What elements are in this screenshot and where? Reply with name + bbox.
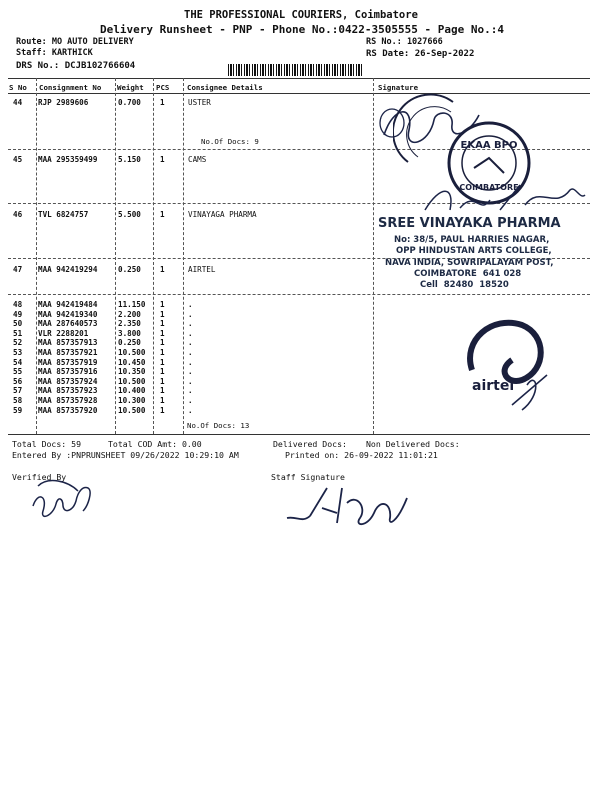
airtel-logo-text: airtel (472, 378, 515, 394)
staff-label: Staff: KARTHICK (16, 48, 93, 58)
pharma-line2: OPP HINDUSTAN ARTS COLLEGE, (396, 246, 552, 256)
docs-count: No.Of Docs: 13 (187, 421, 250, 430)
row-weight: 10.500 (118, 405, 146, 415)
drs-label: DRS No.: DCJB102766604 (16, 61, 136, 71)
row-weight: 2.200 (118, 309, 141, 319)
pharma-name: SREE VINAYAKA PHARMA (378, 216, 561, 231)
row-sno: 52 (13, 338, 23, 348)
col-header-signature: Signature (378, 83, 419, 92)
row-consignment: TVL 6824757 (38, 210, 89, 219)
staff-signature-label: Staff Signature (271, 472, 345, 482)
staff-signature (282, 478, 422, 538)
ekaa-seal-top-text: EKAA BPO (460, 140, 518, 151)
row-consignee: . (188, 300, 193, 309)
row-consignment: MAA 857357920 (38, 405, 98, 415)
row-weight: 10.300 (118, 396, 146, 405)
row-sno: 51 (13, 328, 23, 338)
row-consignment: MAA 287640573 (38, 319, 98, 329)
row-sno: 53 (13, 348, 23, 357)
row-sno: 54 (13, 357, 23, 367)
row-weight: 0.250 (118, 338, 141, 348)
partial-round-seal (393, 92, 483, 172)
row-consignee: AIRTEL (188, 265, 216, 274)
row-sno: 47 (13, 265, 23, 274)
row-pcs: 1 (160, 357, 165, 367)
col-header-weight: Weight (117, 83, 144, 92)
row-sno: 49 (13, 309, 23, 319)
row-consignment: MAA 857357928 (38, 396, 98, 405)
row-pcs: 1 (160, 155, 165, 164)
row-consignee: . (188, 376, 193, 386)
row-weight: 2.350 (118, 319, 141, 329)
row-pcs: 1 (160, 210, 165, 219)
row-consignment: MAA 857357923 (38, 386, 98, 396)
barcode (228, 64, 362, 76)
verified-signature (28, 476, 108, 531)
row-pcs: 1 (160, 98, 165, 107)
row-weight: 5.500 (118, 210, 141, 219)
route-label: Route: MO AUTO DELIVERY (16, 37, 134, 47)
row-consignment: MAA 942419340 (38, 309, 98, 319)
pharma-line5: Cell 82480 18520 (420, 280, 509, 290)
total-docs: Total Docs: 59 (12, 439, 82, 449)
row-consignment: RJP 2989606 (38, 98, 89, 107)
row-weight: 0.700 (118, 98, 141, 107)
row-pcs: 1 (160, 386, 165, 396)
row-sno: 44 (13, 98, 23, 107)
row-consignee: . (188, 357, 193, 367)
row-consignment: MAA 857357919 (38, 357, 98, 367)
pharma-line4: COIMBATORE 641 028 (414, 269, 522, 279)
row-consignment: MAA 942419294 (38, 265, 98, 274)
company-title: THE PROFESSIONAL COURIERS, Coimbatore (184, 9, 418, 21)
row-consignee: CAMS (188, 155, 207, 164)
col-header-consignment: Consignment No (39, 83, 102, 92)
row-consignee: . (188, 338, 193, 348)
row-pcs: 1 (160, 405, 165, 415)
signature-scribble-date (420, 180, 590, 220)
row-consignee: . (188, 319, 193, 329)
verified-by-label: Verified By (12, 472, 67, 482)
row-sno: 58 (13, 396, 23, 405)
row-consignment: MAA 295359499 (38, 155, 98, 164)
row-consignment: MAA 857357921 (38, 348, 98, 357)
row-sno: 55 (13, 367, 23, 377)
row-consignee: VINAYAGA PHARMA (188, 210, 257, 219)
row-weight: 10.500 (118, 348, 146, 357)
row-pcs: 1 (160, 338, 165, 348)
total-cod: Total COD Amt: 0.00 (108, 439, 202, 449)
airtel-logo-stamp (452, 310, 562, 420)
pharma-line1: No: 38/5, PAUL HARRIES NAGAR, (394, 235, 550, 245)
runsheet-title: Delivery Runsheet - PNP - Phone No.:0422-3505555 - Page No.:4 (100, 23, 504, 36)
row-pcs: 1 (160, 265, 165, 274)
pharma-line3: NAVA INDIA, SOWRIPALAYAM POST, (385, 258, 554, 268)
row-consignee: . (188, 367, 193, 377)
entered-by: Entered By :PNPRUNSHEET 09/26/2022 10:29:10 AM (12, 450, 239, 460)
row-sno: 59 (13, 405, 23, 415)
col-header-consignee: Consignee Details (187, 83, 263, 92)
row-sno: 56 (13, 376, 23, 386)
row-sno: 50 (13, 319, 23, 329)
row-consignment: MAA 857357916 (38, 367, 98, 377)
row-weight: 10.500 (118, 376, 146, 386)
row-pcs: 1 (160, 328, 165, 338)
row-consignee: USTER (188, 98, 211, 107)
row-weight: 10.450 (118, 357, 146, 367)
printed-on: Printed on: 26-09-2022 11:01:21 (285, 450, 438, 460)
row-consignee: . (188, 309, 193, 319)
row-weight: 10.400 (118, 386, 146, 396)
row-consignee: . (188, 348, 193, 357)
rs-number: RS No.: 1027666 (366, 37, 443, 47)
row-sno: 46 (13, 210, 23, 219)
row-pcs: 1 (160, 376, 165, 386)
row-sno: 45 (13, 155, 23, 164)
row-consignment: MAA 857357924 (38, 376, 98, 386)
delivered-docs: Delivered Docs: (273, 439, 347, 449)
row-consignment: MAA 942419484 (38, 300, 98, 309)
row-consignee: . (188, 328, 193, 338)
row-pcs: 1 (160, 348, 165, 357)
row-weight: 3.800 (118, 328, 141, 338)
non-delivered-docs: Non Delivered Docs: (366, 439, 460, 449)
row-consignee: . (188, 386, 193, 396)
row-weight: 0.250 (118, 265, 141, 274)
row-weight: 10.350 (118, 367, 146, 377)
row-pcs: 1 (160, 309, 165, 319)
row-consignee: . (188, 405, 193, 415)
row-consignee: . (188, 396, 193, 405)
row-consignment: MAA 857357913 (38, 338, 98, 348)
row-consignment: VLR 2288201 (38, 328, 89, 338)
row-weight: 5.150 (118, 155, 141, 164)
row-pcs: 1 (160, 367, 165, 377)
row-pcs: 1 (160, 396, 165, 405)
row-sno: 57 (13, 386, 23, 396)
row-pcs: 1 (160, 319, 165, 329)
col-header-sno: S No (9, 83, 27, 92)
row-pcs: 1 (160, 300, 165, 309)
ekaa-seal-bottom-text: COIMBATORE (459, 183, 519, 192)
row-sno: 48 (13, 300, 23, 309)
docs-count: No.Of Docs: 9 (201, 137, 259, 146)
row-weight: 11.150 (118, 300, 146, 309)
rs-date: RS Date: 26-Sep-2022 (366, 49, 475, 59)
col-header-pcs: PCS (156, 83, 170, 92)
